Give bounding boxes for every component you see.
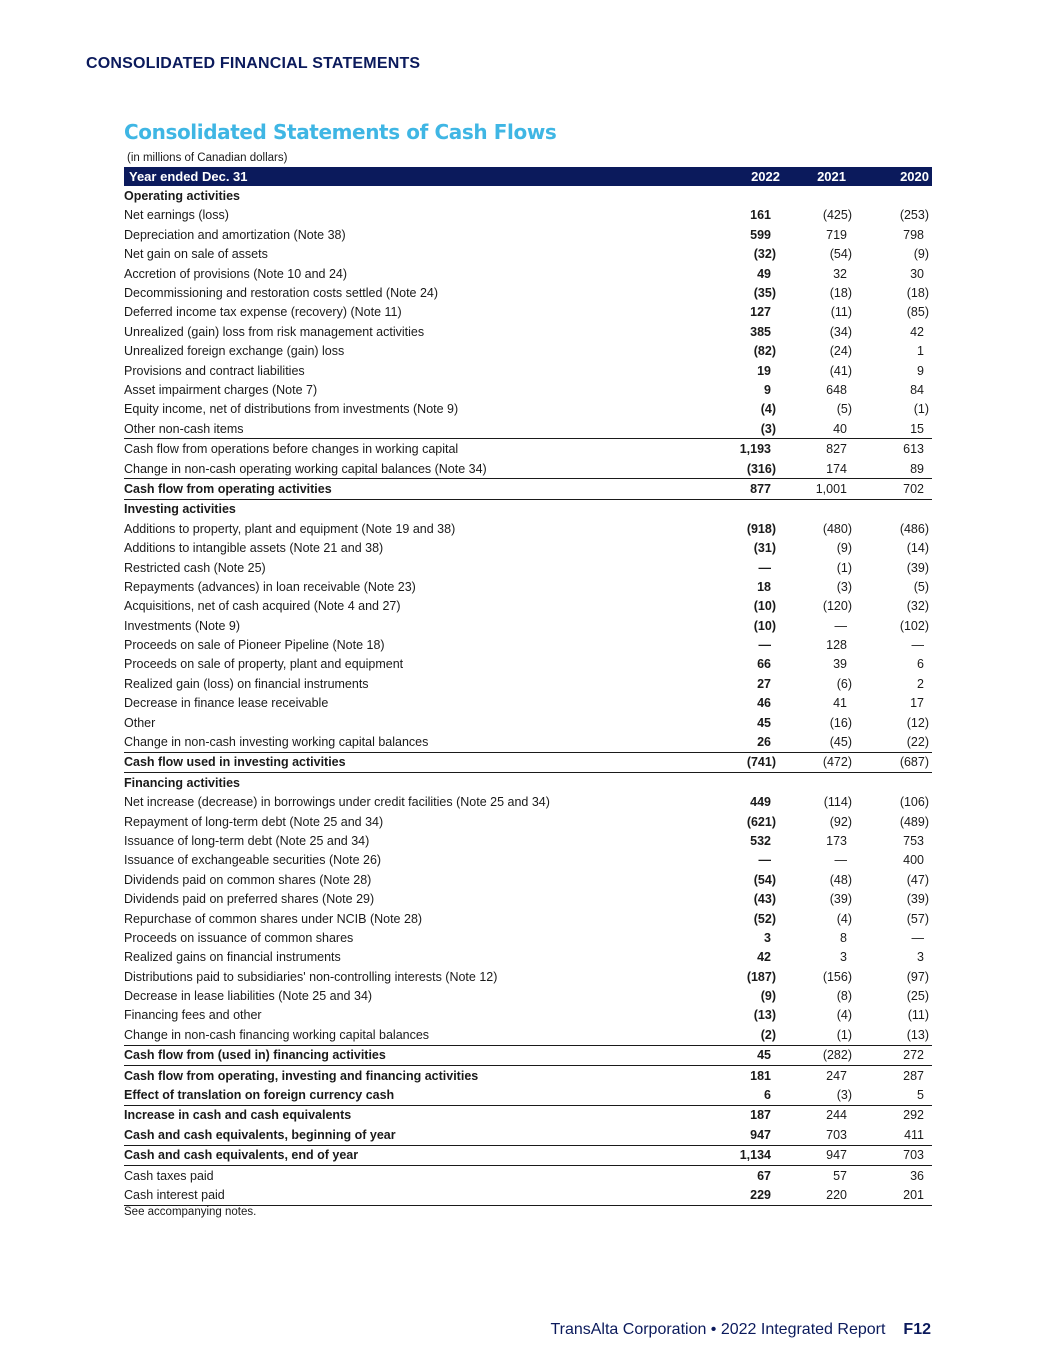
table-row bbox=[124, 1145, 932, 1165]
value-2021: — bbox=[834, 853, 847, 868]
value-2020 bbox=[860, 773, 932, 793]
value-2021: (11) bbox=[830, 305, 852, 320]
value-2022: (621) bbox=[746, 814, 776, 829]
value-2021: (480) bbox=[822, 521, 852, 536]
value-2022: 947 bbox=[750, 1127, 771, 1142]
value-2022: 67 bbox=[714, 1165, 786, 1185]
table-row bbox=[124, 812, 932, 831]
value-2020: 2 bbox=[917, 676, 924, 691]
row-label: Cash flow from operating, investing and financing activities bbox=[124, 1065, 714, 1085]
row-label: Unrealized foreign exchange (gain) loss bbox=[124, 344, 345, 359]
value-2020: (5) bbox=[913, 579, 929, 594]
value-2021: (18) bbox=[829, 286, 852, 301]
value-2021: (3) bbox=[836, 1088, 852, 1103]
table-row bbox=[124, 225, 932, 244]
value-2020 bbox=[860, 186, 932, 205]
row-label: Unrealized (gain) loss from risk management activities bbox=[124, 324, 425, 339]
value-2021: (425) bbox=[822, 208, 852, 223]
table-row bbox=[124, 831, 932, 850]
value-2022: (31) bbox=[753, 541, 776, 556]
row-label: Proceeds on issuance of common shares bbox=[124, 930, 354, 945]
value-2022: (32) bbox=[753, 247, 776, 262]
value-2022: (35) bbox=[753, 286, 776, 301]
value-2021: 8 bbox=[840, 930, 847, 945]
value-2020: (687) bbox=[860, 752, 932, 772]
value-2021: 174 bbox=[826, 461, 847, 476]
value-2022: 42 bbox=[757, 950, 771, 965]
value-2022: (13) bbox=[753, 1008, 776, 1023]
value-2021: (39) bbox=[829, 892, 852, 907]
row-label: Realized gains on financial instruments bbox=[124, 950, 341, 965]
value-2022: (316) bbox=[746, 461, 776, 476]
value-2021: 32 bbox=[833, 266, 847, 281]
row-label: Repurchase of common shares under NCIB (Note 28) bbox=[124, 911, 423, 926]
row-label: Additions to intangible assets (Note 21 and 38) bbox=[124, 541, 384, 556]
value-2021: (1) bbox=[836, 1027, 852, 1042]
row-label: Provisions and contract liabilities bbox=[124, 363, 305, 378]
value-2022: 66 bbox=[757, 657, 771, 672]
value-2020: 613 bbox=[860, 439, 932, 459]
value-2021: (3) bbox=[836, 579, 852, 594]
row-label: Investing activities bbox=[124, 499, 714, 519]
value-2021: 173 bbox=[826, 833, 847, 848]
table-row bbox=[124, 400, 932, 419]
table-row bbox=[124, 732, 932, 752]
value-2020: — bbox=[911, 638, 924, 653]
row-label: Investments (Note 9) bbox=[124, 618, 241, 633]
value-2020: (13) bbox=[906, 1027, 929, 1042]
row-label: Increase in cash and cash equivalents bbox=[124, 1105, 714, 1125]
value-2020: 6 bbox=[917, 657, 924, 672]
row-label: Financing activities bbox=[124, 773, 714, 793]
column-header-2022: 2022 bbox=[714, 167, 786, 186]
row-label: Financing fees and other bbox=[124, 1008, 262, 1023]
table-row bbox=[124, 419, 932, 439]
row-label: Depreciation and amortization (Note 38) bbox=[124, 227, 346, 242]
value-2021: 947 bbox=[786, 1145, 860, 1165]
value-2022: 1,134 bbox=[714, 1145, 786, 1165]
value-2022: 532 bbox=[750, 833, 771, 848]
table-row bbox=[124, 186, 932, 205]
value-2021: (9) bbox=[836, 541, 852, 556]
row-label: Cash taxes paid bbox=[124, 1165, 714, 1185]
value-2020: (12) bbox=[906, 715, 929, 730]
value-2021: (6) bbox=[836, 676, 852, 691]
row-label: Dividends paid on common shares (Note 28) bbox=[124, 872, 372, 887]
value-2022: (82) bbox=[753, 344, 776, 359]
table-row bbox=[124, 1065, 932, 1085]
table-row bbox=[124, 322, 932, 341]
row-label: Proceeds on sale of Pioneer Pipeline (Note 18) bbox=[124, 638, 385, 653]
value-2020: 702 bbox=[860, 479, 932, 499]
table-row bbox=[124, 752, 932, 772]
value-2022: (187) bbox=[746, 969, 776, 984]
value-2020: 272 bbox=[860, 1045, 932, 1065]
value-2022: (918) bbox=[746, 521, 776, 536]
value-2022: 877 bbox=[714, 479, 786, 499]
value-2020: (11) bbox=[907, 1008, 929, 1023]
table-row bbox=[124, 713, 932, 732]
value-2020: 42 bbox=[910, 324, 924, 339]
value-2020: 36 bbox=[860, 1165, 932, 1185]
section-header: CONSOLIDATED FINANCIAL STATEMENTS bbox=[86, 55, 421, 72]
value-2021: 1,001 bbox=[786, 479, 860, 499]
value-2021 bbox=[786, 499, 860, 519]
value-2020: (486) bbox=[899, 521, 929, 536]
row-label: Other non-cash items bbox=[124, 421, 244, 436]
value-2022: 6 bbox=[764, 1088, 771, 1103]
table-row bbox=[124, 519, 932, 538]
row-label: Effect of translation on foreign currency cash bbox=[124, 1088, 395, 1103]
row-label: Repayment of long-term debt (Note 25 and 34) bbox=[124, 814, 384, 829]
value-2021: — bbox=[834, 618, 847, 633]
value-2021: (156) bbox=[822, 969, 852, 984]
value-2022: (10) bbox=[753, 599, 776, 614]
table-row bbox=[124, 558, 932, 577]
value-2022: — bbox=[758, 560, 771, 575]
value-2020: (14) bbox=[906, 541, 929, 556]
table-row bbox=[124, 499, 932, 519]
table-row bbox=[124, 986, 932, 1005]
table-row bbox=[124, 889, 932, 908]
value-2021: (24) bbox=[829, 344, 852, 359]
table-row bbox=[124, 1085, 932, 1105]
row-label: Decommissioning and restoration costs settled (Note 24) bbox=[124, 286, 439, 301]
table-row bbox=[124, 674, 932, 693]
row-label: Cash flow from (used in) financing activities bbox=[124, 1045, 714, 1065]
value-2021: 244 bbox=[786, 1105, 860, 1125]
table-row bbox=[124, 870, 932, 889]
table-row bbox=[124, 928, 932, 947]
value-2021: (4) bbox=[836, 1008, 852, 1023]
value-2020: (102) bbox=[899, 618, 929, 633]
value-2021: (92) bbox=[829, 814, 852, 829]
row-label: Operating activities bbox=[124, 189, 241, 204]
value-2022: 46 bbox=[757, 696, 771, 711]
value-2020: 753 bbox=[903, 833, 924, 848]
value-2021 bbox=[786, 773, 860, 793]
column-header-2021: 2021 bbox=[786, 167, 860, 186]
table-row bbox=[124, 851, 932, 870]
row-label: Cash interest paid bbox=[124, 1185, 714, 1205]
value-2021: 703 bbox=[826, 1127, 847, 1142]
table-row bbox=[124, 1185, 932, 1205]
value-2022: 3 bbox=[764, 930, 771, 945]
value-2020: (57) bbox=[906, 911, 929, 926]
row-label: Other bbox=[124, 715, 156, 730]
value-2020: (22) bbox=[906, 735, 929, 750]
row-label: Restricted cash (Note 25) bbox=[124, 560, 266, 575]
value-2022: 18 bbox=[757, 579, 771, 594]
value-2020: 201 bbox=[860, 1185, 932, 1205]
value-2022: (9) bbox=[760, 989, 776, 1004]
value-2022: 599 bbox=[750, 227, 771, 242]
row-label: Cash flow used in investing activities bbox=[124, 752, 714, 772]
value-2020: 5 bbox=[917, 1088, 924, 1103]
value-2022: (43) bbox=[753, 892, 776, 907]
table-row bbox=[124, 793, 932, 812]
table-row bbox=[124, 1045, 932, 1065]
table-row bbox=[124, 245, 932, 264]
value-2020: (47) bbox=[906, 872, 929, 887]
value-2021: (4) bbox=[836, 911, 852, 926]
table-row bbox=[124, 380, 932, 399]
value-2020: (39) bbox=[906, 892, 929, 907]
value-2020: (39) bbox=[906, 560, 929, 575]
value-2020: (106) bbox=[899, 795, 929, 810]
row-label: Cash and cash equivalents, beginning of year bbox=[124, 1127, 396, 1142]
table-row bbox=[124, 1006, 932, 1025]
value-2020: (32) bbox=[906, 599, 929, 614]
table-row bbox=[124, 948, 932, 967]
value-2021: (34) bbox=[829, 324, 852, 339]
row-label: Net earnings (loss) bbox=[124, 208, 229, 223]
row-label: Decrease in finance lease receivable bbox=[124, 696, 329, 711]
value-2021: 247 bbox=[786, 1065, 860, 1085]
table-row bbox=[124, 361, 932, 380]
table-row bbox=[124, 538, 932, 557]
value-2021: 220 bbox=[786, 1185, 860, 1205]
table-row bbox=[124, 616, 932, 635]
column-header-label: Year ended Dec. 31 bbox=[124, 167, 714, 186]
row-label: Equity income, net of distributions from investments (Note 9) bbox=[124, 402, 459, 417]
table-row bbox=[124, 1125, 932, 1145]
value-2021: 57 bbox=[786, 1165, 860, 1185]
table-row bbox=[124, 459, 932, 479]
value-2022: (2) bbox=[760, 1027, 776, 1042]
row-label: Decrease in lease liabilities (Note 25 and 34) bbox=[124, 989, 373, 1004]
row-label: Change in non-cash investing working capital balances bbox=[124, 735, 429, 750]
value-2020: 89 bbox=[910, 461, 924, 476]
value-2020 bbox=[860, 499, 932, 519]
value-2022: 161 bbox=[750, 208, 771, 223]
value-2021: 128 bbox=[826, 638, 847, 653]
value-2022: (52) bbox=[753, 911, 776, 926]
value-2022: 27 bbox=[757, 676, 771, 691]
value-2020: 17 bbox=[910, 696, 924, 711]
value-2020: — bbox=[911, 930, 924, 945]
value-2021: (5) bbox=[836, 402, 852, 417]
footnote: See accompanying notes. bbox=[124, 1206, 257, 1218]
table-row bbox=[124, 342, 932, 361]
value-2021: (282) bbox=[786, 1045, 860, 1065]
row-label: Cash and cash equivalents, end of year bbox=[124, 1145, 714, 1165]
value-2022: (4) bbox=[760, 402, 776, 417]
value-2020: (18) bbox=[906, 286, 929, 301]
table-row bbox=[124, 909, 932, 928]
table-row bbox=[124, 597, 932, 616]
table-row bbox=[124, 694, 932, 713]
value-2021: (41) bbox=[829, 363, 852, 378]
row-label: Net increase (decrease) in borrowings under credit facilities (Note 25 and 34) bbox=[124, 795, 550, 810]
table-row bbox=[124, 773, 932, 793]
row-label: Change in non-cash operating working capital balances (Note 34) bbox=[124, 461, 487, 476]
statement-title: Consolidated Statements of Cash Flows bbox=[124, 120, 557, 144]
value-2020: (25) bbox=[906, 989, 929, 1004]
table-row bbox=[124, 264, 932, 283]
row-label: Acquisitions, net of cash acquired (Note 4 and 27) bbox=[124, 599, 401, 614]
value-2020: 703 bbox=[860, 1145, 932, 1165]
table-row bbox=[124, 967, 932, 986]
table-row bbox=[124, 206, 932, 225]
value-2020: 15 bbox=[910, 421, 924, 436]
value-2021: (45) bbox=[829, 735, 852, 750]
value-2020: (1) bbox=[913, 402, 929, 417]
row-label: Net gain on sale of assets bbox=[124, 247, 268, 262]
row-label: Cash flow from operating activities bbox=[124, 479, 714, 499]
value-2021: 827 bbox=[786, 439, 860, 459]
row-label: Cash flow from operations before changes in working capital bbox=[124, 439, 714, 459]
row-label: Asset impairment charges (Note 7) bbox=[124, 382, 318, 397]
value-2021: (472) bbox=[786, 752, 860, 772]
value-2021: 40 bbox=[833, 421, 847, 436]
value-2022: 187 bbox=[714, 1105, 786, 1125]
value-2020: 287 bbox=[860, 1065, 932, 1085]
value-2022: 1,193 bbox=[714, 439, 786, 459]
value-2022: (54) bbox=[753, 872, 776, 887]
value-2022: (10) bbox=[753, 618, 776, 633]
value-2020: 3 bbox=[917, 950, 924, 965]
row-label: Deferred income tax expense (recovery) (Note 11) bbox=[124, 305, 402, 320]
value-2022: 26 bbox=[757, 735, 771, 750]
value-2021: (48) bbox=[829, 872, 852, 887]
value-2022 bbox=[714, 499, 786, 519]
row-label: Distributions paid to subsidiaries' non-controlling interests (Note 12) bbox=[124, 969, 498, 984]
value-2022: — bbox=[758, 638, 771, 653]
page-footer bbox=[550, 1321, 931, 1339]
row-label: Accretion of provisions (Note 10 and 24) bbox=[124, 266, 348, 281]
value-2021: (16) bbox=[829, 715, 852, 730]
value-2021: (54) bbox=[829, 247, 852, 262]
value-2020: 84 bbox=[910, 382, 924, 397]
value-2022: — bbox=[758, 853, 771, 868]
table-row bbox=[124, 303, 932, 322]
row-label: Dividends paid on preferred shares (Note 29) bbox=[124, 892, 375, 907]
table-row bbox=[124, 1025, 932, 1045]
table-row bbox=[124, 655, 932, 674]
units-caption: (in millions of Canadian dollars) bbox=[127, 152, 288, 164]
value-2021: (1) bbox=[836, 560, 852, 575]
value-2022 bbox=[714, 186, 786, 205]
table-row bbox=[124, 439, 932, 459]
value-2021: 41 bbox=[833, 696, 847, 711]
row-label: Repayments (advances) in loan receivable (Note 23) bbox=[124, 579, 416, 594]
value-2021: (120) bbox=[822, 599, 852, 614]
footer-text: TransAlta Corporation • 2022 Integrated Report bbox=[550, 1321, 886, 1338]
value-2020: 400 bbox=[903, 853, 924, 868]
table-row bbox=[124, 577, 932, 596]
column-header-2020: 2020 bbox=[860, 167, 932, 186]
row-label: Proceeds on sale of property, plant and equipment bbox=[124, 657, 404, 672]
value-2021: 39 bbox=[833, 657, 847, 672]
page-number: F12 bbox=[903, 1321, 931, 1338]
value-2020: (97) bbox=[906, 969, 929, 984]
row-label: Change in non-cash financing working capital balances bbox=[124, 1027, 430, 1042]
row-label: Issuance of long-term debt (Note 25 and 34) bbox=[124, 833, 370, 848]
table-header-row bbox=[124, 167, 932, 186]
value-2022: 181 bbox=[714, 1065, 786, 1085]
value-2022: (741) bbox=[714, 752, 786, 772]
value-2021: 3 bbox=[840, 950, 847, 965]
value-2022: 229 bbox=[714, 1185, 786, 1205]
value-2020: 292 bbox=[860, 1105, 932, 1125]
value-2020: 1 bbox=[917, 344, 924, 359]
row-label: Realized gain (loss) on financial instruments bbox=[124, 676, 369, 691]
value-2022: 45 bbox=[714, 1045, 786, 1065]
value-2020: (85) bbox=[906, 305, 929, 320]
value-2020: 798 bbox=[903, 227, 924, 242]
value-2022: 449 bbox=[750, 795, 771, 810]
row-label: Issuance of exchangeable securities (Note 26) bbox=[124, 853, 382, 868]
value-2021 bbox=[786, 186, 860, 205]
value-2022: (3) bbox=[760, 421, 776, 436]
value-2022: 385 bbox=[750, 324, 771, 339]
value-2020: (9) bbox=[913, 247, 929, 262]
value-2022: 49 bbox=[757, 266, 771, 281]
value-2022: 127 bbox=[750, 305, 771, 320]
value-2020: 9 bbox=[917, 363, 924, 378]
value-2020: (253) bbox=[899, 208, 929, 223]
value-2021: 719 bbox=[826, 227, 847, 242]
value-2022: 9 bbox=[764, 382, 771, 397]
table-row bbox=[124, 635, 932, 654]
value-2022 bbox=[714, 773, 786, 793]
table-row bbox=[124, 1165, 932, 1185]
value-2020: 30 bbox=[910, 266, 924, 281]
value-2022: 19 bbox=[757, 363, 771, 378]
value-2021: (114) bbox=[823, 795, 852, 810]
table-row bbox=[124, 283, 932, 302]
value-2022: 45 bbox=[757, 715, 771, 730]
row-label: Additions to property, plant and equipment (Note 19 and 38) bbox=[124, 521, 456, 536]
cash-flow-table bbox=[124, 167, 932, 1206]
value-2020: 411 bbox=[904, 1127, 924, 1142]
table-row bbox=[124, 479, 932, 499]
value-2020: (489) bbox=[899, 814, 929, 829]
table-row bbox=[124, 1105, 932, 1125]
value-2021: 648 bbox=[826, 382, 847, 397]
value-2021: (8) bbox=[836, 989, 852, 1004]
